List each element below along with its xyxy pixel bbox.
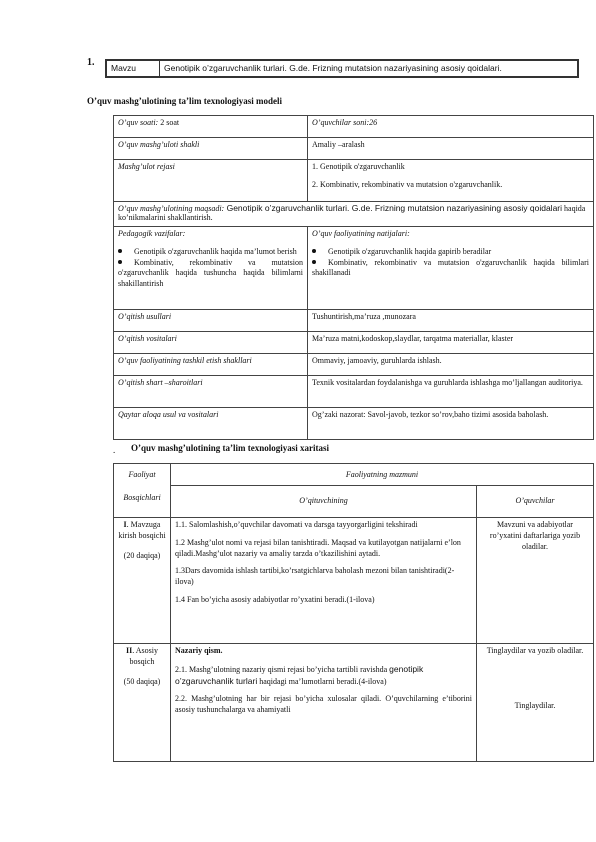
stage-main: II. Asosiy bosqich (50 daqiqa) [114, 644, 171, 762]
learning-results: O’quv faoliyatining natijalari: Genotipik o'zgaruvchanlik haqida gapirib beradilar Kombinativ, rekombinativ va mutatsion o'zgaruvchanlik haqida bilimlari shakillanadi [308, 227, 594, 310]
stage-main-teacher: Nazariy qism. 2.1. Mashg’ulotning nazariy qismi rejasi bo’yicha tartibli ravishda genotipik o’zgaruvchanlik turlari haqidagi ma’lumotlarni beradi.(4-ilova) 2.2. Mashg’ulotning har bir rejasi bo’yicha xulosalar qiladi. O’quvchilarning e’tiborini asosiy tushunchalarga va ahamiyatli [171, 644, 477, 762]
header-content: Faoliyatning mazmuni [171, 464, 594, 486]
map-bullet: . [113, 445, 116, 455]
model-title: O’quv mashg’ulotining ta’lim texnologiyasi modeli [87, 96, 283, 106]
section-number: 1. [87, 57, 95, 68]
students-count: O’quvchilar soni:26 [308, 116, 594, 138]
feedback-value: Og’zaki nazorat: Savol-javob, tezkor so’rov,baho tizimi asosida baholash. [308, 408, 594, 440]
goal-row: O’quv mashg’ulotining maqsadi: Genotipik o’zgaruvchanlik turlari. G.de. Frizning mutatsion nazariyasining asosiy qoidalari haqida ko’nikmalarini shakllantirish. [114, 202, 594, 227]
mavzu-box [105, 59, 579, 78]
conditions-value: Texnik vositalardan foydalanishga va guruhlarda ishlashga mo’ljallangan auditoriya. [308, 376, 594, 408]
mavzu-text: Genotipik o’zgaruvchanlik turlari. G.de. Frizning mutatsion nazariyasining asosiy qoidalari. [160, 60, 579, 77]
header-teacher: O’qituvchining [171, 486, 477, 518]
methods-value: Tushuntirish,ma’ruza ,munozara [308, 310, 594, 332]
list-item: Kombinativ, rekombinativ va mutatsion o'zgaruvchanlik haqida bilimlari shakillanadi [312, 257, 589, 278]
map-title: O’quv mashg’ulotining ta’lim texnologiyasi xaritasi [131, 443, 330, 453]
form-value: Amaliy –aralash [308, 138, 594, 160]
list-item: Kombinativ, rekombinativ va mutatsion o'zgaruvchanlik haqida tushuncha haqida bilimlarni shakillantirish [118, 257, 303, 289]
mavzu-label: Mavzu [106, 60, 160, 77]
model-table [113, 115, 594, 440]
stage-main-students: Tinglaydilar va yozib oladilar. Tinglaydilar. [477, 644, 594, 762]
stage-intro: I. Mavzuga kirish bosqichi (20 daqiqa) [114, 518, 171, 644]
org-forms-value: Ommaviy, jamoaviy, guruhlarda ishlash. [308, 354, 594, 376]
stage-intro-students: Mavzuni va adabiyotlar ro’yxatini daftarlariga yozib oladilar. [477, 518, 594, 644]
org-forms-label: O’quv faoliyatining tashkil etish shakllari [114, 354, 308, 376]
pedagogical-tasks: Pedagogik vazifalar: Genotipik o'zgaruvchanlik haqida ma’lumot berish Kombinativ, rekombinativ va mutatsion o'zgaruvchanlik haqida tushuncha haqida bilimlarni shakillantirish [114, 227, 308, 310]
list-item: Genotipik o'zgaruvchanlik haqida ma’lumot berish [118, 247, 303, 258]
header-activity: Faoliyat Bosqichlari [114, 464, 171, 518]
methods-label: O’qitish usullari [114, 310, 308, 332]
row-hours: O’quv soati: 2 soat [114, 116, 308, 138]
header-students: O’quvchilar [477, 486, 594, 518]
conditions-label: O’qitish shart –sharoitlari [114, 376, 308, 408]
tools-value: Ma’ruza matni,kodoskop,slaydlar, tarqatma materiallar, klaster [308, 332, 594, 354]
plan-label: Mashg’ulot rejasi [114, 160, 308, 202]
feedback-label: Qaytar aloqa usul va vositalari [114, 408, 308, 440]
list-item: Genotipik o'zgaruvchanlik haqida gapirib beradilar [312, 247, 589, 258]
tools-label: O’qitish vositalari [114, 332, 308, 354]
map-table [113, 463, 594, 762]
stage-intro-teacher: 1.1. Salomlashish,o’quvchilar davomati va darsga tayyorgarligini tekshiradi 1.2 Mashg’ulot nomi va rejasi bilan tanishtiradi. Maqsad va kutilayotgan natijalarni e’lon qiladi.Mashg’ulot nazariy va amaliy tarzda o’tkazilishini aytadi. 1.3Dars davomida ishlash tartibi,ko’rsatgichlarva baholash mezoni bilan tanishtiradi(2-ilova) 1.4 Fan bo’yicha asosiy adabiyotlar ro’yxatini beradi.(1-ilova) [171, 518, 477, 644]
form-label: O’quv mashg’uloti shakli [114, 138, 308, 160]
plan-value: 1. Genotipik o'zgaruvchanlik 2. Kombinativ, rekombinativ va mutatsion o'zgaruvchanlik. [308, 160, 594, 202]
